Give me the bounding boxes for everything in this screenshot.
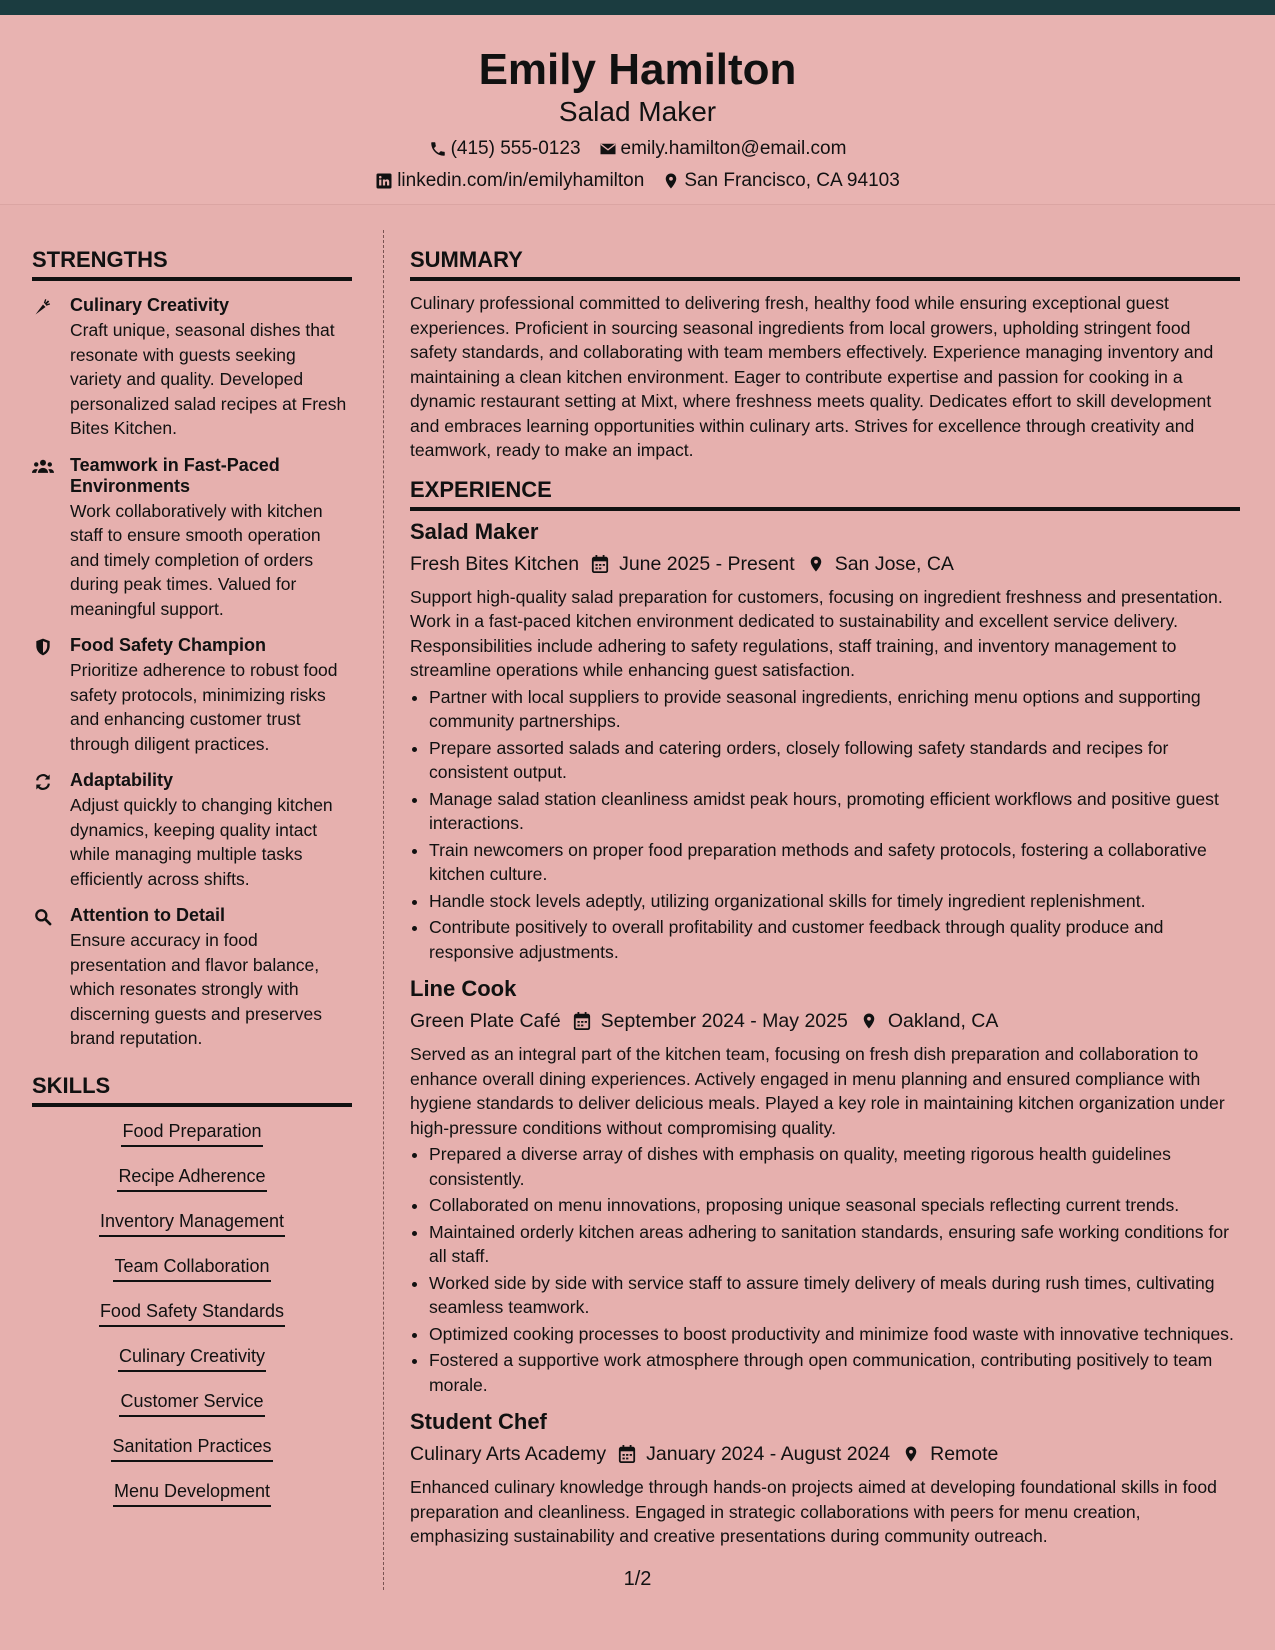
phone-icon [429, 140, 447, 158]
strength-title: Attention to Detail [70, 905, 225, 925]
strength-title: Culinary Creativity [70, 295, 230, 315]
right-column [410, 230, 1240, 1549]
job-dates: January 2024 - August 2024 [646, 1443, 891, 1465]
summary-text: Culinary professional committed to delivering fresh, healthy food while ensuring exceptional guest experiences. Proficient in sourcing seasonal ingredients from local growers, upholding stringent food safety standards, and collaborating with team members effectively. Experience managing inventory and maintaining a clean kitchen environment. Eager to contribute expertise and passion for cooking in a dynamic restaurant setting at Mixt, where freshness meets quality. Dedicates effort to skill development and embraces learning opportunities within culinary arts. Strives for excellence through creativity and teamwork, ready to make an impact. [410, 293, 1214, 460]
resume-header [0, 15, 1275, 205]
linkedin-icon [375, 172, 393, 190]
search-icon [32, 907, 54, 927]
job-bullets [410, 1142, 1240, 1397]
strength-title: Food Safety Champion [70, 635, 267, 655]
map-pin-icon [662, 172, 680, 190]
job-bullets [410, 685, 1240, 965]
job-meta [410, 1006, 1240, 1036]
contact-row-1 [0, 137, 1275, 161]
job-bullet: • Prepared a diverse array of dishes with emphasis on quality, meeting rigorous health guidelines consistently. [429, 1142, 1240, 1191]
map-pin-icon [860, 1011, 878, 1031]
location-text: San Francisco, CA 94103 [684, 170, 900, 191]
job-bullet: • Worked side by side with service staff to assure timely delivery of meals during rush times, cultivating seamless teamwork. [429, 1271, 1240, 1320]
job-title: Salad Maker [410, 518, 539, 544]
skill-tag: Team Collaboration [113, 1254, 270, 1282]
strength-desc: Adjust quickly to changing kitchen dynamics, keeping quality intact while managing multiple tasks efficiently across shifts. [70, 795, 333, 889]
job-bullet: • Optimized cooking processes to boost productivity and minimize food waste with innovative techniques. [429, 1322, 1240, 1347]
job-bullet: • Manage salad station cleanliness amidst peak hours, promoting efficient workflows and positive guest interactions. [429, 787, 1240, 836]
calendar-icon [591, 554, 609, 574]
job-description: Served as an integral part of the kitchen team, focusing on fresh dish preparation and collaboration to enhance overall dining experiences. Actively engaged in menu planning and ensured compliance with hygiene standards to deliver delicious meals. Played a key role in maintaining kitchen organization under high-pressure conditions without compromising quality. [410, 1044, 1225, 1138]
phone-contact[interactable] [429, 137, 581, 161]
skill-tag: Culinary Creativity [118, 1344, 266, 1372]
strength-desc: Ensure accuracy in food presentation and flavor balance, which resonates strongly with discerning guests and preserves brand reputation. [70, 930, 322, 1048]
skill-tag: Menu Development [113, 1479, 271, 1507]
job-entry [410, 1407, 1240, 1549]
experience-heading: EXPERIENCE [410, 477, 1240, 511]
skill-tag: Food Safety Standards [99, 1299, 285, 1327]
job-dates: September 2024 - May 2025 [600, 1010, 848, 1032]
shield-icon [32, 637, 54, 657]
email-text: emily.hamilton@email.com [620, 138, 847, 159]
column-divider [383, 230, 384, 1590]
skills-list [32, 1119, 352, 1524]
job-location: San Jose, CA [834, 552, 954, 575]
job-entry [410, 974, 1240, 1397]
skill-tag: Recipe Adherence [117, 1164, 266, 1192]
strength-item [32, 905, 352, 1051]
strengths-heading: STRENGTHS [32, 247, 352, 281]
left-column [32, 230, 352, 1524]
strength-title: Adaptability [70, 770, 174, 790]
strength-desc: Prioritize adherence to robust food safety protocols, minimizing risks and enhancing customer trust through diligent practices. [70, 660, 338, 754]
skills-heading: SKILLS [32, 1073, 352, 1107]
candidate-role: Salad Maker [558, 96, 717, 127]
job-entry [410, 517, 1240, 965]
skill-tag: Sanitation Practices [111, 1434, 272, 1462]
strength-item [32, 770, 352, 891]
map-pin-icon [902, 1444, 920, 1464]
linkedin-text: linkedin.com/in/emilyhamilton [397, 170, 645, 191]
job-description: Enhanced culinary knowledge through hands-on projects aimed at developing foundational skills in food preparation and cleanliness. Engaged in strategic collaborations with peers for menu creation, emphasizing sustainability and creative presentations during community outreach. [410, 1477, 1217, 1546]
refresh-icon [32, 772, 54, 792]
job-title: Student Chef [410, 1409, 547, 1434]
job-bullet: • Contribute positively to overall profitability and customer feedback through quality produce and responsive adjustments. [429, 915, 1240, 964]
calendar-icon [618, 1444, 636, 1464]
job-description: Support high-quality salad preparation for customers, focusing on ingredient freshness and presentation. Work in a fast-paced kitchen environment dedicated to sustainability and excellent service delivery. Responsibilities include adhering to safety regulations, staff training, and inventory management to streamline operations while enhancing guest satisfaction. [410, 586, 1223, 680]
job-bullet: • Maintained orderly kitchen areas adhering to sanitation standards, ensuring safe working conditions for all staff. [429, 1220, 1240, 1269]
strength-title: Teamwork in Fast-Paced Environments [70, 454, 280, 496]
skill-tag: Inventory Management [99, 1209, 285, 1237]
strength-desc: Work collaboratively with kitchen staff to ensure smooth operation and timely completion of orders during peak times. Valued for meaningful support. [70, 500, 323, 619]
strength-item [32, 635, 352, 756]
job-bullet: • Handle stock levels adeptly, utilizing organizational skills for timely ingredient replenishment. [429, 889, 1240, 914]
users-icon [32, 457, 54, 477]
job-bullet: • Collaborated on menu innovations, proposing unique seasonal specials reflecting current trends. [429, 1193, 1240, 1218]
strength-desc: Craft unique, seasonal dishes that resonate with guests seeking variety and quality. Developed personalized salad recipes at Fresh Bites Kitchen. [70, 320, 347, 438]
location-contact [662, 169, 899, 193]
page-indicator: 1/2 [623, 1568, 652, 1590]
skill-tag: Customer Service [119, 1389, 264, 1417]
phone-text: (415) 555-0123 [450, 138, 581, 159]
job-bullet: • Prepare assorted salads and catering orders, closely following safety standards and recipes for consistent output. [429, 736, 1240, 785]
job-company: Culinary Arts Academy [410, 1443, 607, 1465]
top-accent-bar [0, 0, 1275, 15]
carrot-icon [32, 297, 54, 317]
job-bullet: • Train newcomers on proper food preparation methods and safety protocols, fostering a collaborative kitchen culture. [429, 838, 1240, 887]
job-company: Fresh Bites Kitchen [410, 552, 580, 575]
envelope-icon [599, 140, 617, 158]
strength-item [32, 455, 352, 622]
email-contact[interactable] [599, 137, 847, 161]
contact-row-2 [0, 169, 1275, 193]
summary-heading: SUMMARY [410, 247, 1240, 281]
linkedin-contact[interactable] [375, 169, 644, 193]
map-pin-icon [807, 554, 825, 574]
job-title: Line Cook [410, 976, 517, 1001]
job-bullet: • Partner with local suppliers to provide seasonal ingredients, enriching menu options and supporting community partnerships. [429, 685, 1240, 734]
job-bullet: • Fostered a supportive work atmosphere through open communication, contributing positively to team morale. [429, 1348, 1240, 1397]
strength-item [32, 295, 352, 441]
job-location: Remote [930, 1443, 999, 1465]
job-location: Oakland, CA [887, 1010, 999, 1032]
job-dates: June 2025 - Present [619, 552, 795, 575]
skill-tag: Food Preparation [121, 1119, 262, 1147]
candidate-name: Emily Hamilton [478, 45, 797, 94]
job-meta [410, 549, 1240, 579]
job-meta [410, 1439, 1240, 1469]
job-company: Green Plate Café [410, 1010, 561, 1032]
calendar-icon [573, 1011, 591, 1031]
